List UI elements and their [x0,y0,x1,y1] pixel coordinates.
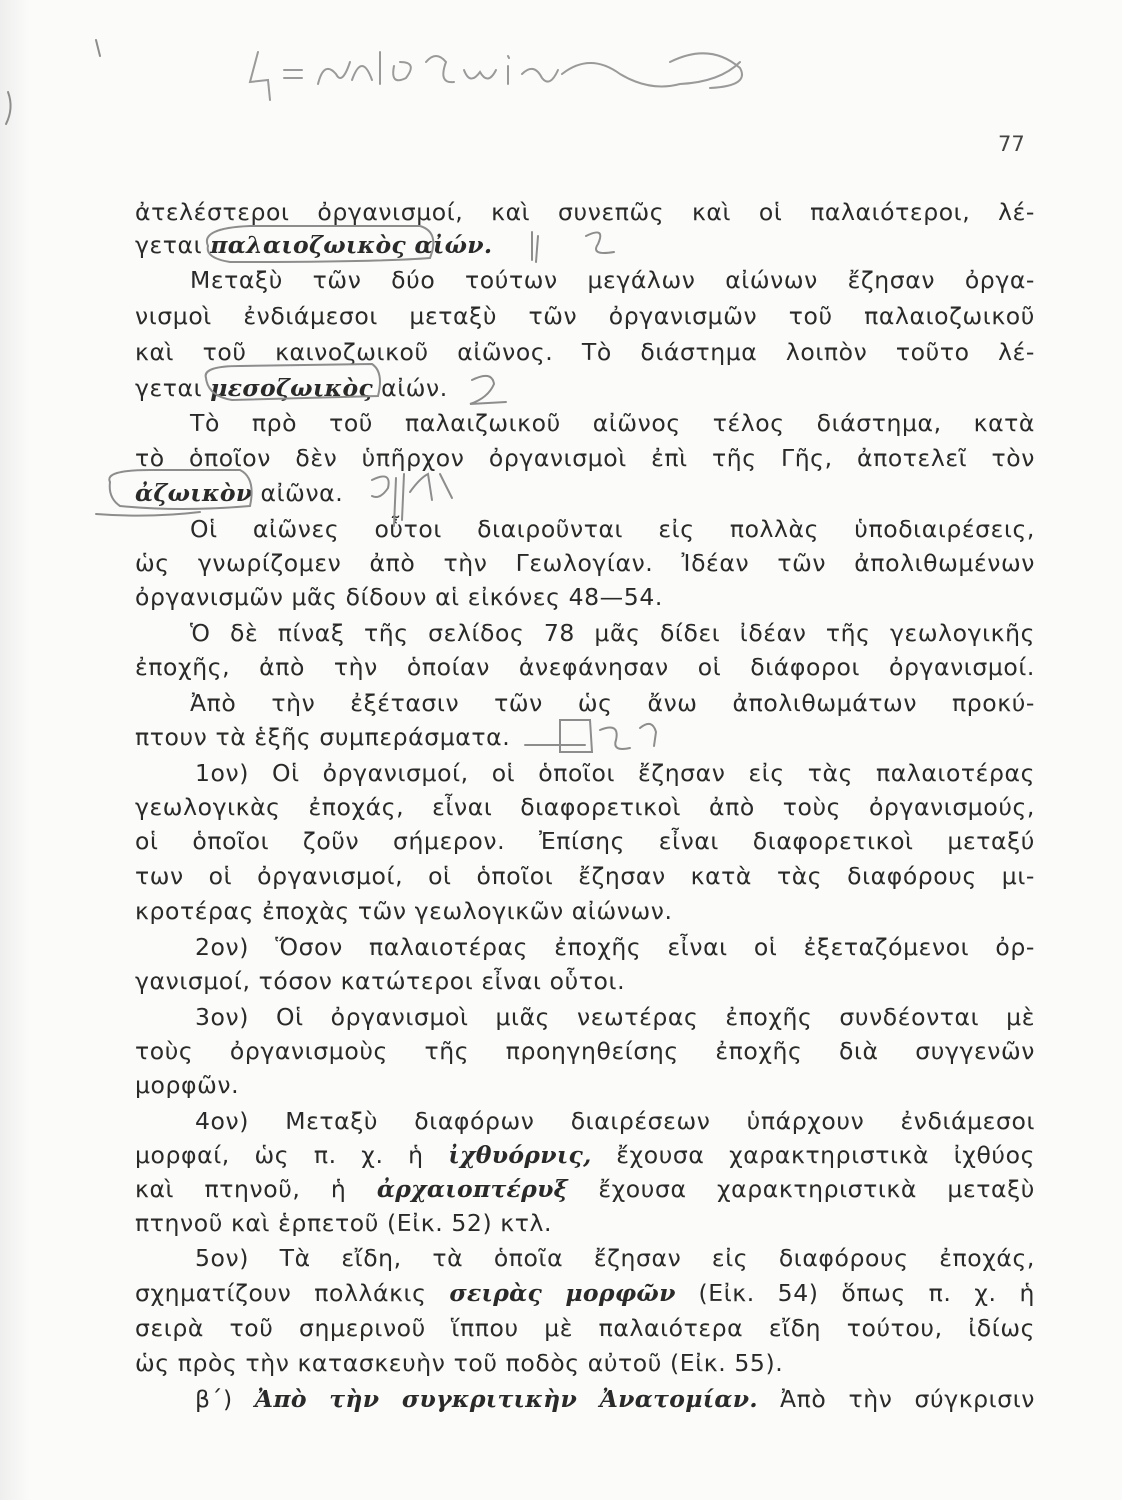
term-series-of-forms: σειρὰς μορφῶν [449,1279,676,1307]
text-span: μορφαί, ὡς π. χ. ἡ [135,1141,449,1169]
text-span: γεται [135,231,211,259]
text-line: πτουν τὰ ἑξῆς συμπεράσματα. [135,723,511,751]
term-archaeopteryx: ἀρχαιοπτέρυξ [376,1175,568,1203]
term-palaeozoic: παλαιοζωικὸς αἰών. [210,231,493,259]
text-line [135,478,1035,508]
page-number: 77 [998,132,1025,156]
text-span: αἰών. [373,374,448,402]
text-line: ὡς γνωρίζομεν ἀπὸ τὴν Γεωλογίαν. Ἰδέαν τῶν ἀπολιθωμένων [135,549,1035,577]
text-line: Τὸ πρὸ τοῦ παλαιζωικοῦ αἰῶνος τέλος διάστημα, κατὰ [190,409,1035,437]
text-line: τὸ ὁποῖον δὲν ὑπῆρχον ὀργανισμοὶ ἐπὶ τῆς Γῆς, ἀποτελεῖ τὸν [135,444,1035,472]
text-line: 2ον) Ὅσον παλαιοτέρας ἐποχῆς εἶναι οἱ ἐξεταζόμενοι ὀρ- [195,933,1035,961]
text-line: κροτέρας ἐποχὰς τῶν γεωλογικῶν αἰώνων. [135,897,673,925]
text-line: Ἀπὸ τὴν ἐξέτασιν τῶν ὡς ἄνω ἀπολιθωμάτων προκύ- [190,689,1035,717]
section-label: β΄) [195,1385,255,1413]
text-line: 4ον) Μεταξὺ διαφόρων διαιρέσεων ὑπάρχουν ἐνδιάμεσοι [195,1107,1035,1135]
term-ichthyornis: ἰχθυόρνις, [448,1141,592,1169]
text-line: Ὁ δὲ πίναξ τῆς σελίδος 78 μᾶς δίδει ἰδέαν τῆς γεωλογικῆς [190,619,1035,647]
text-span: αἰῶνα. [252,479,344,507]
section-heading: Ἀπὸ τὴν συγκριτικὴν Ἀνατομίαν. [254,1385,758,1413]
text-line: νισμοὶ ἐνδιάμεσοι μεταξὺ τῶν ὀργανισμῶν τοῦ παλαιοζωικοῦ [135,302,1035,330]
term-mesozoic: μεσοζωικὸς [210,374,374,402]
text-line: μορφῶν. [135,1071,240,1099]
text-line: ἐποχῆς, ἀπὸ τὴν ὁποίαν ἀνεφάνησαν οἱ διάφοροι ὀργανισμοί. [135,653,1035,681]
text-line: ἀτελέστεροι ὀργανισμοί, καὶ συνεπῶς καὶ οἱ παλαιότεροι, λέ- [135,198,1035,226]
text-line: 3ον) Οἱ ὀργανισμοὶ μιᾶς νεωτέρας ἐποχῆς συνδέονται μὲ [195,1003,1035,1031]
text-line [135,1278,1035,1308]
text-line: γανισμοί, τόσον κατώτεροι εἶναι οὗτοι. [135,967,626,995]
text-line: ὡς πρὸς τὴν κατασκευὴν τοῦ ποδὸς αὐτοῦ (Εἰκ. 55). [135,1349,784,1377]
text-span: Ἀπὸ τὴν σύγκρισιν [757,1385,1035,1413]
text-line: Μεταξὺ τῶν δύο τούτων μεγάλων αἰώνων ἔζησαν ὀργα- [190,266,1035,294]
text-span: καὶ πτηνοῦ, ἡ [135,1175,377,1203]
text-line: 5ον) Τὰ εἴδη, τὰ ὁποῖα ἔζησαν εἰς διαφόρους ἐποχάς, [195,1244,1035,1272]
section-heading-line [195,1384,1035,1414]
text-line: τοὺς ὀργανισμοὺς τῆς προηγηθείσης ἐποχῆς διὰ συγγενῶν [135,1037,1035,1065]
text-line: των οἱ ὀργανισμοί, οἱ ὁποῖοι ἔζησαν κατὰ τὰς διαφόρους μι- [135,862,1035,890]
text-line: 1ον) Οἱ ὀργανισμοί, οἱ ὁποῖοι ἔζησαν εἰς τὰς παλαιοτέρας [195,759,1035,787]
text-line: Οἱ αἰῶνες οὗτοι διαιροῦνται εἰς πολλὰς ὑποδιαιρέσεις, [190,515,1035,543]
text-line [135,373,1035,403]
text-span: σχηματίζουν πολλάκις [135,1279,450,1307]
text-span: ἔχουσα χαρακτηριστικὰ μεταξὺ [567,1175,1035,1203]
text-span: γεται [135,374,211,402]
text-line: ὀργανισμῶν μᾶς δίδουν αἱ εἰκόνες 48—54. [135,583,663,611]
text-line: οἱ ὁποῖοι ζοῦν σήμερον. Ἐπίσης εἶναι διαφορετικοὶ μεταξύ [135,827,1035,855]
text-line [135,1140,1035,1170]
text-line [135,230,1035,260]
text-line: γεωλογικὰς ἐποχάς, εἶναι διαφορετικοὶ ἀπὸ τοὺς ὀργανισμούς, [135,793,1035,821]
pencil-handwriting-scribble [240,22,800,112]
text-line: καὶ τοῦ καινοζωικοῦ αἰῶνος. Τὸ διάστημα λοιπὸν τοῦτο λέ- [135,338,1035,366]
text-line [135,1174,1035,1204]
term-azoic: ἀζωικὸν [135,479,253,507]
text-line: πτηνοῦ καὶ ἑρπετοῦ (Εἰκ. 52) κτλ. [135,1209,553,1237]
page-edge-shadow [0,0,30,1500]
text-line: σειρὰ τοῦ σημερινοῦ ἵππου μὲ παλαιότερα εἴδη τούτου, ἰδίως [135,1314,1035,1342]
text-span: ἔχουσα χαρακτηριστικὰ ἰχθύος [591,1141,1035,1169]
text-span: (Εἰκ. 54) ὅπως π. χ. ἡ [675,1279,1035,1307]
